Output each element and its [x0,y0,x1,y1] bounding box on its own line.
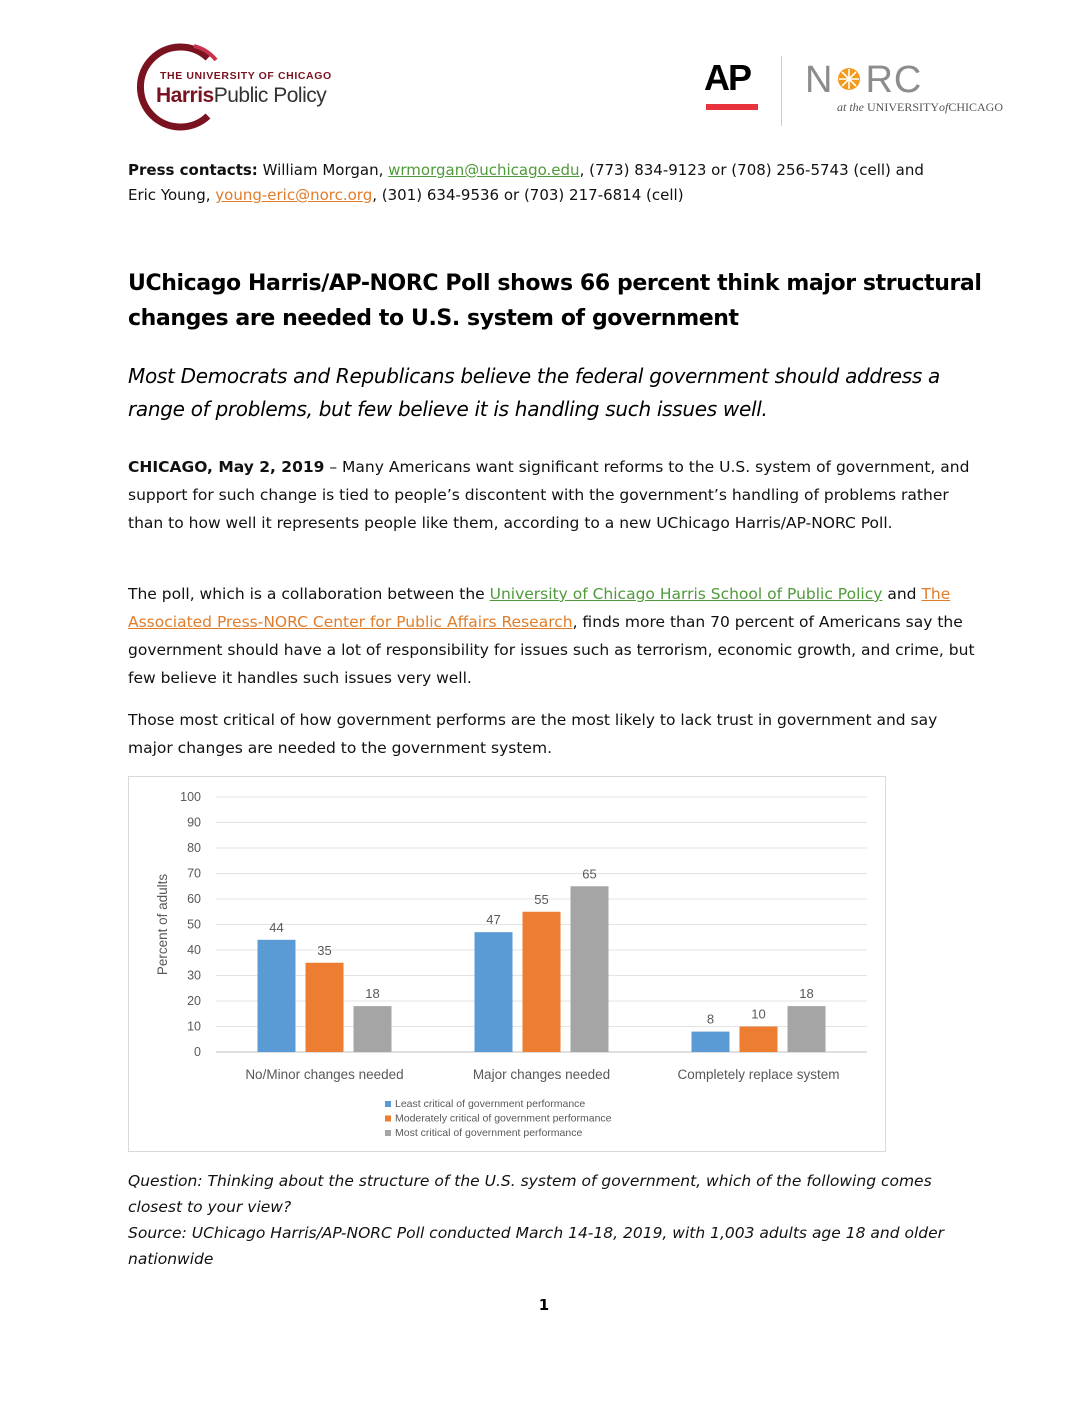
norc-subtitle [837,100,1003,115]
norc-sub-prefix: at the [837,100,864,114]
bar [354,1006,392,1052]
norc-sub-of: of [939,100,949,114]
norc-rc: RC [865,59,923,101]
norc-n: N [805,59,834,101]
harris-school-link[interactable]: University of Chicago Harris School of Public Policy [489,585,883,603]
y-tick-label: 90 [187,815,201,830]
bar-chart-svg [129,777,887,1153]
subheadline: Most Democrats and Republicans believe the federal government should address a range of problems, but few believe it is handling such issues well. [128,364,941,421]
paragraph-2-before: The poll, which is a collaboration between the [128,585,490,603]
data-label: 65 [582,866,597,882]
harris-bold-word: Harris [156,84,214,107]
harris-name-line [156,84,326,108]
bar [571,886,609,1052]
contact-phones-2: , (301) 634-9536 or (703) 217-6814 (cell) [372,186,684,204]
legend-label: Least critical of government performance [395,1098,586,1110]
contact-email-link-2[interactable]: young-eric@norc.org [215,186,373,204]
contact-name-1: William Morgan, [262,161,384,179]
ap-norc-center-link[interactable]: The Associated Press-NORC Center for Public Affairs Research [128,585,951,631]
press-contacts-label: Press contacts: [128,161,258,179]
bar [788,1006,826,1052]
y-tick-label: 20 [187,994,201,1008]
y-tick-label: 0 [194,1045,201,1059]
y-tick-label: 40 [187,943,201,957]
bar [258,940,296,1052]
x-category-label: No/Minor changes needed [245,1067,404,1082]
paragraph-1-text: – Many Americans want significant reforms to the U.S. system of government, and support for such change is tied to people’s discontent with the government’s handling of problems rather than to how well it represents people like them, according to a new UChicago Harris/AP-NORC Poll. [128,458,970,532]
data-label: 18 [799,986,814,1002]
contact-phones-1: , (773) 834-9123 or (708) 256-5743 (cell) and [579,161,924,179]
data-label: 47 [486,912,501,928]
norc-sub-end: CHICAGO [948,100,1004,114]
bar [740,1027,778,1053]
data-label: 35 [317,942,332,958]
harris-university-line: THE UNIVERSITY OF CHICAGO [160,70,332,82]
data-label: 18 [365,986,380,1002]
bar-chart [128,776,886,1152]
logo-divider [781,56,782,126]
norc-sub-main: UNIVERSITY [867,100,939,114]
paragraph-3: Those most critical of how government performs are the most likely to lack trust in government and say major changes are needed to the government system. [128,711,938,757]
legend-swatch [385,1116,391,1122]
contact-name-2: Eric Young, [128,186,211,204]
data-label: 8 [706,1011,715,1027]
y-tick-label: 70 [187,866,201,881]
dateline: CHICAGO, May 2, 2019 [128,458,325,476]
norc-wordmark [805,60,1005,100]
data-label: 55 [534,891,549,907]
harris-public-policy-word: Public Policy [213,84,327,107]
paragraph-2 [128,580,978,692]
legend-swatch [385,1130,391,1136]
headline: UChicago Harris/AP-NORC Poll shows 66 percent think major structural changes are needed to U.S. system of government [128,271,982,331]
bar [523,912,561,1052]
legend-swatch [385,1101,391,1107]
chart-caption [128,1168,988,1272]
ap-red-bar [706,104,758,110]
contact-email-link-1[interactable]: wrmorgan@uchicago.edu [388,161,580,179]
page-number: 1 [538,1296,550,1314]
press-contacts [128,158,988,208]
y-tick-label: 30 [187,968,201,983]
norc-sun-icon [833,63,865,95]
y-axis-label: Percent of adults [155,873,170,976]
x-category-label: Completely replace system [677,1067,840,1082]
data-label: 10 [751,1006,766,1022]
legend-label: Moderately critical of government performance [395,1112,612,1125]
ap-wordmark: AP [704,57,751,98]
y-tick-label: 10 [187,1019,201,1034]
paragraph-2-after: , finds more than 70 percent of Americans say the government should have a lot of responsibility for issues such as terrorism, economic growth, and crime, but few believe it handles such issues very well. [128,613,975,687]
harris-public-policy-logo [136,40,356,132]
legend-label: Most critical of government performance [395,1127,583,1139]
ap-logo [704,58,758,114]
y-tick-label: 50 [187,917,201,932]
question-text: Question: Thinking about the structure of the U.S. system of government, which of the following comes closest to your view? [128,1172,932,1216]
y-tick-label: 100 [180,790,201,804]
paragraph-1 [128,453,978,537]
y-tick-label: 80 [187,841,201,855]
source-text: Source: UChicago Harris/AP-NORC Poll conducted March 14-18, 2019, with 1,003 adults age 18 and older nationwide [128,1224,945,1268]
bar [692,1032,730,1052]
norc-logo [805,60,1005,120]
data-label: 44 [269,919,284,935]
paragraph-2-mid: and [882,585,922,603]
bar [306,963,344,1052]
bar [475,932,513,1052]
x-category-label: Major changes needed [472,1067,611,1082]
y-tick-label: 60 [187,892,201,906]
